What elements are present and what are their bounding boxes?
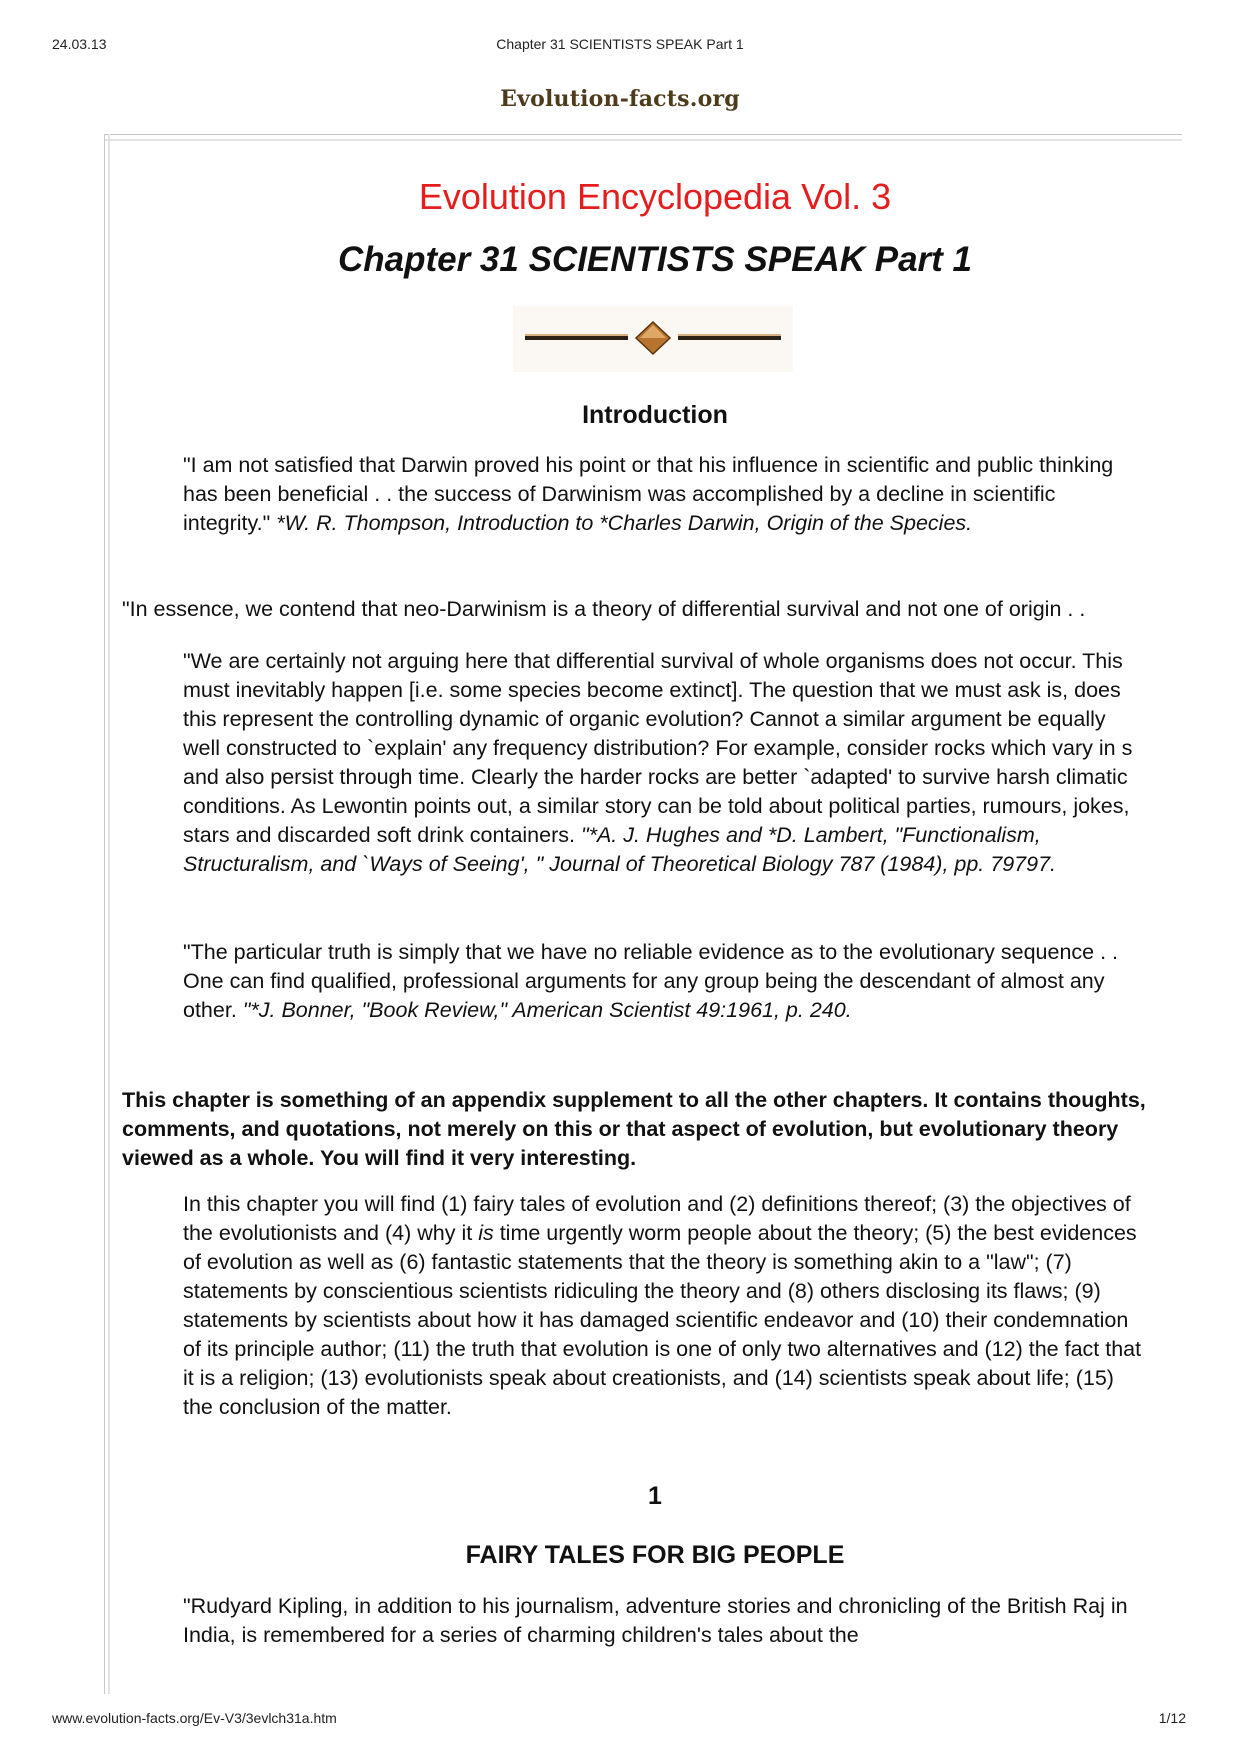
page-number: 1/12	[1158, 1710, 1186, 1726]
quote-text: "I am not satisfied that Darwin proved his point or that his influence in scientific and public thinking has been beneficial . . the success of Darwinism was accomplished by a decline in scientific integrity."	[183, 453, 1114, 535]
quote-citation: "*A. J. Hughes and *D. Lambert, "Functionalism, Structuralism, and `Ways of Seeing', " Journal of Theoretical Biology 787 (1984), pp. 79797.	[183, 823, 1057, 876]
overview-text-end: time urgently worm people about the theory; (5) the best evidences of evolution as well as (6) fantastic statements that the theory is something akin to a "law"; (7) statements by conscientious scientists ridiculing the theory and (8) others disclosing its flaws; (9) statements by scientists about how it has damaged scientific endeavor and (10) their condemnation of its principle author; (11) the truth that evolution is one of only two alternatives and (12) the fact that it is a religion; (13) evolutionists speak about creationists, and (14) scientists speak about life; (15) the conclusion of the matter.	[183, 1221, 1142, 1419]
print-footer	[52, 1710, 1188, 1730]
section-title: FAIRY TALES FOR BIG PEOPLE	[465, 1541, 845, 1569]
print-header	[52, 36, 1188, 56]
intro-quote-thompson	[183, 451, 1143, 538]
quote-text: "The particular truth is simply that we have no reliable evidence as to the evolutionary sequence . . One can find qualified, professional arguments for any group being the descendant of almost any other.	[183, 940, 1119, 1022]
chapter-title: Chapter 31 SCIENTISTS SPEAK Part 1	[337, 240, 973, 279]
print-url: www.evolution-facts.org/Ev-V3/3evlch31a.htm	[52, 1710, 337, 1726]
chapter-summary: This chapter is something of an appendix supplement to all the other chapters. It contains thoughts, comments, and quotations, not merely on this or that aspect of evolution, but evolutionary theory viewed as a whole. You will find it very interesting.	[122, 1088, 1146, 1170]
section-paragraph: "Rudyard Kipling, in addition to his journalism, adventure stories and chronicling of the British Raj in India, is remembered for a series of charming children's tales about the	[183, 1594, 1128, 1647]
quote-citation: "*J. Bonner, "Book Review," American Scientist 49:1961, p. 240.	[242, 998, 852, 1022]
intro-quote-hughes-lambert	[183, 647, 1143, 879]
quote-citation: *W. R. Thompson, Introduction to *Charles Darwin, Origin of the Species.	[270, 511, 973, 535]
chapter-overview	[183, 1190, 1143, 1422]
quote-text: "We are certainly not arguing here that differential survival of whole organisms does not occur. This must inevitably happen [i.e. some species become extinct]. The question that we must ask is, does this represent the controlling dynamic of organic evolution? Cannot a similar argument be equally well constructed to `explain' any frequency distribution? For example, consider rocks which vary in s and also persist through time. Clearly the harder rocks are better `adapted' to survive harsh climatic conditions. As Lewontin points out, a similar story can be told about political parties, rumours, jokes, stars and discarded soft drink containers.	[183, 649, 1133, 847]
site-name[interactable]: Evolution-facts.org	[500, 86, 740, 112]
content-frame-left-border	[104, 134, 110, 1694]
intro-quote-neo-darwinism	[122, 595, 1167, 624]
quote-text: "In essence, we contend that neo-Darwinism is a theory of differential survival and not one of origin . .	[122, 597, 1086, 621]
content-frame-top-border	[104, 134, 1182, 141]
overview-emphasis: is	[478, 1221, 494, 1245]
intro-heading: Introduction	[582, 401, 728, 429]
print-page-title: Chapter 31 SCIENTISTS SPEAK Part 1	[496, 36, 744, 52]
volume-title: Evolution Encyclopedia Vol. 3	[418, 176, 892, 217]
intro-quote-bonner	[183, 938, 1143, 1025]
overview-text-start: In this chapter you will find (1) fairy tales of evolution and (2) definitions thereof; (3) the objectives of the evolutionists and (4) why it	[183, 1192, 1131, 1245]
diamond-rule-divider-icon	[513, 306, 793, 372]
print-date: 24.03.13	[52, 36, 107, 52]
section-number: 1	[648, 1482, 662, 1510]
